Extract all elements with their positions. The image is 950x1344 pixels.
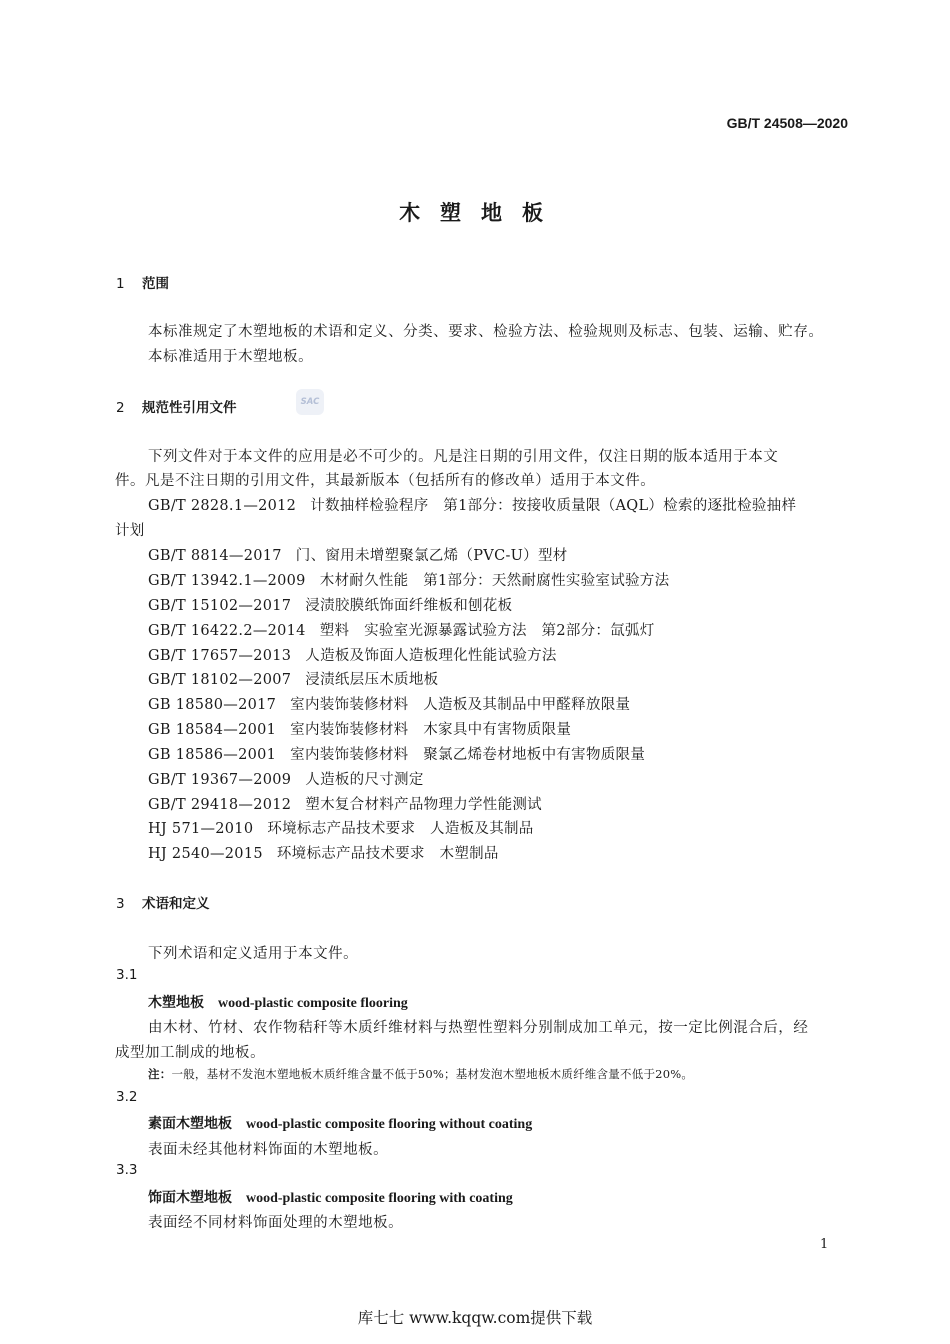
reference-code: GB 18586—2001 [148, 747, 277, 763]
reference-title: 木材耐久性能 第1部分：天然耐腐性实验室试验方法 [319, 573, 670, 589]
section-3-heading [116, 892, 210, 912]
reference-title: 人造板及饰面人造板理化性能试验方法 [305, 648, 557, 664]
term-number: 3.3 [116, 1162, 138, 1178]
reference-code: GB/T 16422.2—2014 [148, 623, 306, 639]
reference-title: 计数抽样检验程序 第1部分：按接收质量限（AQL）检索的逐批检验抽样 [310, 498, 797, 514]
term-number: 3.1 [116, 967, 138, 983]
reference-code: GB/T 19367—2009 [148, 772, 292, 788]
download-footer: 库七七 www.kqqw.com提供下载 [357, 1309, 593, 1327]
reference-title: 塑料 实验室光源暴露试验方法 第2部分：氙弧灯 [319, 623, 655, 639]
normative-reference [148, 718, 571, 739]
reference-code: GB/T 29418—2012 [148, 797, 292, 813]
section-number: 1 [116, 276, 125, 292]
section-number: 2 [116, 400, 125, 416]
term-english: wood-plastic composite flooring [218, 996, 408, 1011]
term-english: wood-plastic composite flooring without coating [246, 1117, 533, 1132]
reference-code: HJ 2540—2015 [148, 846, 263, 862]
normative-reference [148, 842, 499, 863]
term-note [148, 1066, 693, 1082]
section-title: 术语和定义 [142, 896, 210, 912]
term-heading [148, 992, 408, 1012]
normative-reference [148, 768, 424, 789]
normative-reference [148, 544, 568, 565]
term-heading [148, 1113, 532, 1133]
section-title: 规范性引用文件 [142, 400, 237, 416]
document-code: GB/T 24508—2020 [726, 115, 848, 131]
normative-reference [148, 743, 645, 764]
normative-reference [148, 668, 438, 689]
section-1-heading [116, 272, 169, 292]
normative-reference-continuation: 计划 [115, 523, 145, 539]
normative-reference [148, 494, 796, 515]
section-2-intro-line: 件。凡是不注日期的引用文件，其最新版本（包括所有的修改单）适用于本文件。 [115, 473, 656, 489]
reference-title: 人造板的尺寸测定 [305, 772, 424, 788]
reference-title: 室内装饰装修材料 木家具中有害物质限量 [290, 722, 572, 738]
reference-code: GB 18580—2017 [148, 697, 277, 713]
reference-code: GB/T 18102—2007 [148, 672, 292, 688]
term-heading [148, 1187, 513, 1207]
reference-title: 门、窗用未增塑聚氯乙烯（PVC-U）型材 [295, 548, 568, 564]
reference-title: 浸渍纸层压木质地板 [305, 672, 439, 688]
term-definition-continuation: 成型加工制成的地板。 [115, 1045, 266, 1061]
section-1-paragraph: 本标准规定了木塑地板的术语和定义、分类、要求、检验方法、检验规则及标志、包装、运输、贮存。 [148, 324, 824, 340]
normative-reference [148, 693, 630, 714]
normative-reference [148, 644, 557, 665]
section-number: 3 [116, 896, 125, 912]
term-number: 3.2 [116, 1089, 138, 1105]
page-number: 1 [820, 1237, 829, 1252]
reference-title: 室内装饰装修材料 聚氯乙烯卷材地板中有害物质限量 [290, 747, 646, 763]
reference-code: GB 18584—2001 [148, 722, 277, 738]
term-definition: 表面经不同材料饰面处理的木塑地板。 [148, 1215, 404, 1231]
sac-watermark-logo: SAC [296, 389, 324, 415]
section-title: 范围 [142, 276, 169, 292]
term-chinese: 木塑地板 [148, 995, 204, 1011]
reference-code: GB/T 15102—2017 [148, 598, 292, 614]
normative-reference [148, 594, 512, 615]
section-2-heading [116, 396, 237, 416]
document-title: 木塑地板 [399, 201, 563, 225]
note-label: 注： [148, 1067, 172, 1081]
note-text: 一般，基材不发泡木塑地板木质纤维含量不低于50%；基材发泡木塑地板木质纤维含量不低于20%。 [171, 1067, 694, 1081]
reference-title: 室内装饰装修材料 人造板及其制品中甲醛释放限量 [290, 697, 631, 713]
reference-title: 浸渍胶膜纸饰面纤维板和刨花板 [305, 598, 513, 614]
reference-title: 塑木复合材料产品物理力学性能测试 [305, 797, 542, 813]
section-2-intro-line: 下列文件对于本文件的应用是必不可少的。凡是注日期的引用文件，仅注日期的版本适用于本文 [148, 449, 779, 465]
term-definition: 由木材、竹材、农作物秸秆等木质纤维材料与热塑性塑料分别制成加工单元，按一定比例混合后，经 [148, 1020, 809, 1036]
normative-reference [148, 619, 655, 640]
normative-reference [148, 793, 542, 814]
term-english: wood-plastic composite flooring with coating [246, 1191, 513, 1206]
reference-code: GB/T 13942.1—2009 [148, 573, 306, 589]
term-chinese: 饰面木塑地板 [148, 1190, 232, 1206]
reference-code: GB/T 2828.1—2012 [148, 498, 297, 514]
term-definition: 表面未经其他材料饰面的木塑地板。 [148, 1142, 389, 1158]
term-chinese: 素面木塑地板 [148, 1116, 232, 1132]
reference-title: 环境标志产品技术要求 人造板及其制品 [267, 821, 534, 837]
reference-title: 环境标志产品技术要求 木塑制品 [276, 846, 499, 862]
reference-code: GB/T 17657—2013 [148, 648, 292, 664]
normative-reference [148, 569, 669, 590]
section-1-paragraph: 本标准适用于木塑地板。 [148, 349, 314, 365]
normative-reference [148, 817, 534, 838]
reference-code: GB/T 8814—2017 [148, 548, 282, 564]
section-3-intro: 下列术语和定义适用于本文件。 [148, 946, 359, 962]
reference-code: HJ 571—2010 [148, 821, 254, 837]
